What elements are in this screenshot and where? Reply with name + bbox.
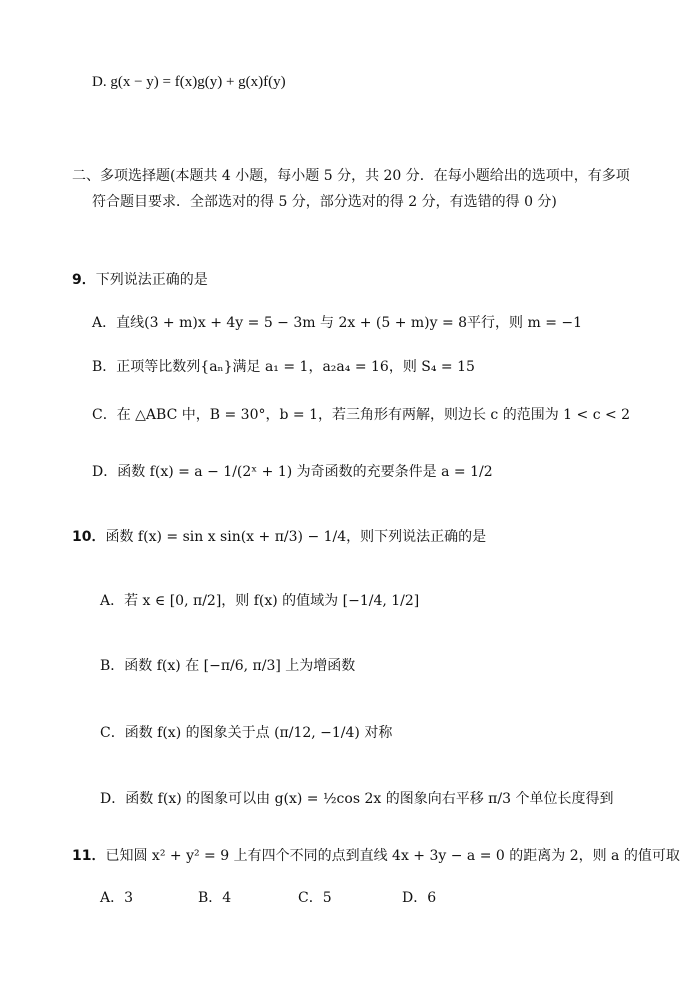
q11-option-b: B．4 xyxy=(198,890,232,906)
q11-option-d: D．6 xyxy=(402,890,437,906)
q10-option-a: A．若 x ∈ [0, π/2]，则 f(x) 的值域为 [−1/4, 1/2] xyxy=(100,593,420,609)
question-number: 9． xyxy=(72,272,96,288)
question-11 xyxy=(72,846,680,866)
q9-option-b: B．正项等比数列{aₙ}满足 a₁ = 1，a₂a₄ = 16，则 S₄ = 15 xyxy=(92,359,475,375)
section-heading-line1: 二、多项选择题(本题共 4 小题，每小题 5 分，共 20 分．在每小题给出的选项中，有多项 xyxy=(72,168,630,184)
question-stem: 下列说法正确的是 xyxy=(95,272,208,288)
question-9 xyxy=(72,270,208,290)
question-number: 10． xyxy=(72,529,106,545)
prev-option-d: D. g(x − y) = f(x)g(y) + g(x)f(y) xyxy=(92,74,286,90)
q9-option-c: C．在 △ABC 中，B = 30°，b = 1，若三角形有两解，则边长 c 的范围为 1 < c < 2 xyxy=(92,407,631,423)
section-heading-line2: 符合题目要求．全部选对的得 5 分，部分选对的得 2 分，有选错的得 0 分) xyxy=(92,194,557,210)
question-stem: 函数 f(x) = sin x sin(x + π/3) − 1/4，则下列说法正确的是 xyxy=(105,529,487,545)
q11-option-a: A．3 xyxy=(100,890,134,906)
q9-option-a: A．直线(3 + m)x + 4y = 5 − 3m 与 2x + (5 + m)y = 8平行，则 m = −1 xyxy=(92,315,583,331)
q11-option-c: C．5 xyxy=(298,890,332,906)
q9-option-d: D．函数 f(x) = a − 1/(2ˣ + 1) 为奇函数的充要条件是 a = 1/2 xyxy=(92,464,493,480)
q10-option-c: C．函数 f(x) 的图象关于点 (π/12, −1/4) 对称 xyxy=(100,725,393,741)
question-10 xyxy=(72,527,486,547)
question-number: 11． xyxy=(72,848,106,864)
q10-option-d: D．函数 f(x) 的图象可以由 g(x) = ½cos 2x 的图象向右平移 π/3 个单位长度得到 xyxy=(100,791,614,807)
q10-option-b: B．函数 f(x) 在 [−π/6, π/3] 上为增函数 xyxy=(100,658,356,674)
question-stem: 已知圆 x² + y² = 9 上有四个不同的点到直线 4x + 3y − a = 0 的距离为 2，则 a 的值可取 xyxy=(105,848,680,864)
